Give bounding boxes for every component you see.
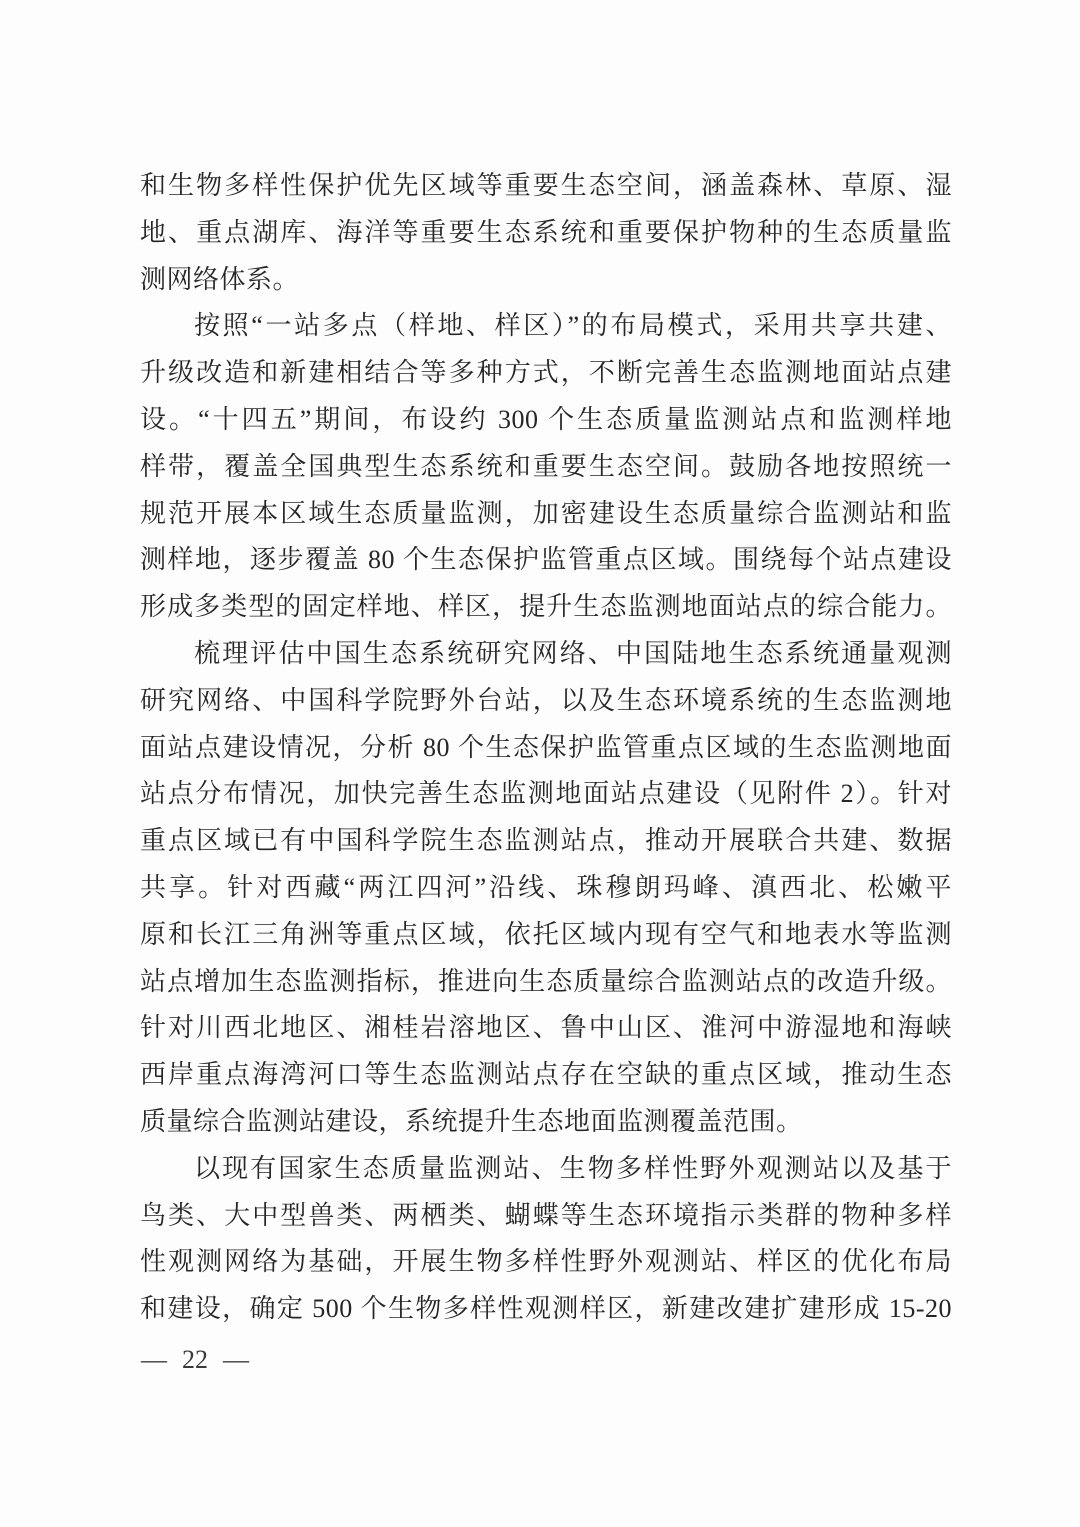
text-line: 测网络体系。 bbox=[140, 264, 300, 294]
text-line: 质量综合监测站建设，系统提升生态地面监测覆盖范围。 bbox=[140, 1106, 803, 1136]
text-line: 梳理评估中国生态系统研究网络、中国陆地生态系统通量观测 bbox=[194, 638, 952, 668]
paragraph bbox=[140, 1146, 952, 1333]
text-line: 按照“一站多点（样地、样区）”的布局模式，采用共享共建、 bbox=[194, 311, 952, 341]
text-line: 研究网络、中国科学院野外台站，以及生态环境系统的生态监测地 bbox=[140, 685, 952, 715]
text-line: 设。“十四五”期间，布设约 300 个生态质量监测站点和监测样地 bbox=[140, 404, 952, 434]
text-line: 站点分布情况，加快完善生态监测地面站点建设（见附件 2）。针对 bbox=[140, 779, 952, 809]
document-body bbox=[140, 163, 952, 1333]
text-line: 形成多类型的固定样地、样区，提升生态监测地面站点的综合能力。 bbox=[140, 592, 952, 622]
paragraph bbox=[140, 631, 952, 1146]
text-line: 性观测网络为基础，开展生物多样性野外观测站、样区的优化布局 bbox=[140, 1247, 952, 1277]
text-line: 和建设，确定 500 个生物多样性观测样区，新建改建扩建形成 15-20 bbox=[140, 1294, 952, 1324]
text-line: 站点增加生态监测指标，推进向生态质量综合监测站点的改造升级。 bbox=[140, 966, 952, 996]
text-line: 样带，覆盖全国典型生态系统和重要生态空间。鼓励各地按照统一 bbox=[140, 451, 952, 481]
text-line: 地、重点湖库、海洋等重要生态系统和重要保护物种的生态质量监 bbox=[140, 217, 952, 247]
text-line: 和生物多样性保护优先区域等重要生态空间，涵盖森林、草原、湿 bbox=[140, 171, 952, 200]
text-line: 规范开展本区域生态质量监测，加密建设生态质量综合监测站和监 bbox=[140, 498, 952, 528]
paragraph bbox=[140, 163, 952, 303]
page-footer bbox=[141, 1340, 249, 1380]
text-line: 以现有国家生态质量监测站、生物多样性野外观测站以及基于 bbox=[194, 1153, 952, 1183]
text-line: 针对川西北地区、湘桂岩溶地区、鲁中山区、淮河中游湿地和海峡 bbox=[140, 1013, 952, 1043]
paragraph bbox=[140, 303, 952, 631]
text-line: 重点区域已有中国科学院生态监测站点，推动开展联合共建、数据 bbox=[140, 826, 952, 856]
text-line: 面站点建设情况，分析 80 个生态保护监管重点区域的生态监测地面 bbox=[140, 732, 952, 762]
footer-dash-left: — bbox=[141, 1345, 167, 1374]
text-line: 鸟类、大中型兽类、两栖类、蝴蝶等生态环境指示类群的物种多样 bbox=[140, 1200, 952, 1230]
footer-dash-right: — bbox=[223, 1345, 249, 1374]
page-number: 22 bbox=[182, 1345, 208, 1374]
text-line: 测样地，逐步覆盖 80 个生态保护监管重点区域。围绕每个站点建设 bbox=[140, 545, 952, 575]
text-line: 升级改造和新建相结合等多种方式，不断完善生态监测地面站点建 bbox=[140, 358, 952, 388]
text-line: 原和长江三角洲等重点区域，依托区域内现有空气和地表水等监测 bbox=[140, 919, 952, 949]
text-line: 西岸重点海湾河口等生态监测站点存在空缺的重点区域，推动生态 bbox=[140, 1060, 952, 1090]
text-line: 共享。针对西藏“两江四河”沿线、珠穆朗玛峰、滇西北、松嫩平 bbox=[140, 872, 952, 902]
